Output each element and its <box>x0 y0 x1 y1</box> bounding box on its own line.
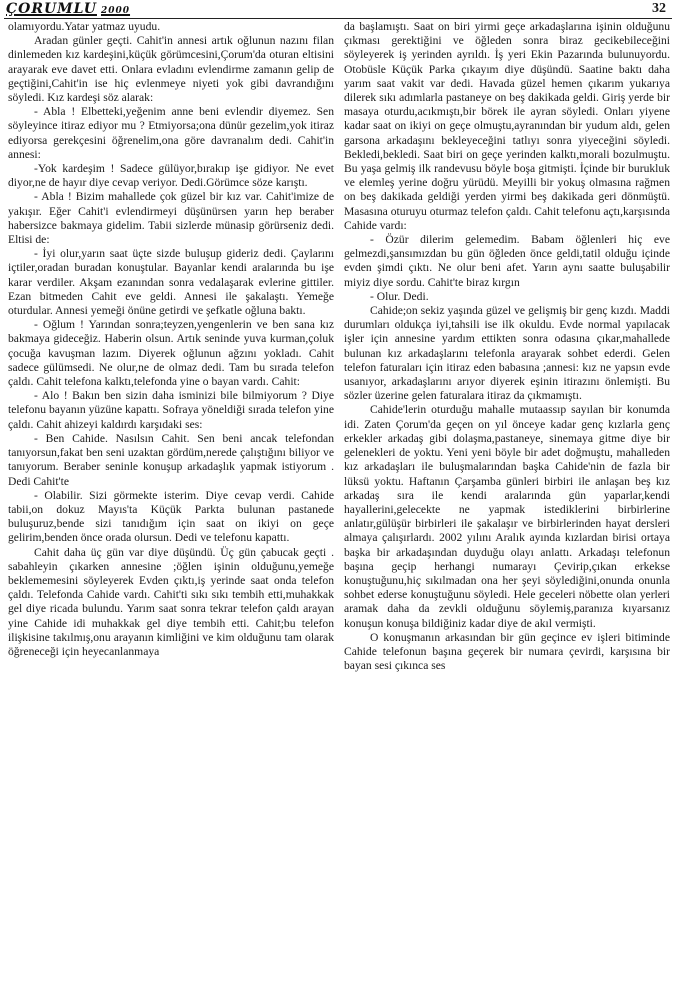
publication-year: 2000 <box>100 6 131 16</box>
paragraph: -Yok kardeşim ! Sadece gülüyor,bırakıp işe gidiyor. Ne evet diyor,ne de hayır diye cevap veriyor. Dedi.Görümce söze karıştı. <box>8 162 334 190</box>
paragraph: - Olur. Dedi. <box>370 289 429 303</box>
paragraph: Cahit daha üç gün var diye düşündü. Üç gün çabucak geçti . sabahleyin çıkarken annesine ;öğlen işinin olduğunu,yemeğe beklememesini söyleyerek Evden çıktı,iş yerinde saat onda telefon çaldı. Telefonda Cahide vardı. Cahit'ti sıkı sıkı tembih etti,muhakkak gel diye ricada bulundu. Yarım saat sonra tekrar telefon çaldı arayan yine Cahide idi muhakkak gel diye tembih etti. Cahit;bu telefon ilişkisine takılmış,onu arayanın kimliğini ve kim olduğunu tam olarak öğreneceği için heyecanlanmaya <box>8 545 334 658</box>
paragraph: Cahide;on sekiz yaşında güzel ve gelişmiş bir genç kızdı. Maddi durumları oldukça iyi,tahsili ise ilk okuldu. Evde normal yapılacak işler için annesine yardım ettikten sonra odasına çıkar,mahallede bulunan kız arkadaşlarını telefonla arayarak sohbet ederdi. Gelen telefon faturaları için itiraz eden babasına ;annesi: kız ne yapsın evde usanıyor, arkadaşlarını arıyor diyerek eşinin itirazını önlemişti. Bu sözler üzerine gelen faturalara itiraz da çıkmamıştı. <box>344 304 670 403</box>
paragraph: Cahide'lerin oturduğu mahalle mutaassıp sayılan bir konumda idi. Zaten Çorum'da geçen on yıl önceye kadar genç kızlarla genç erkekler arkadaş gibi dolaşma,pastaneye, sinemaya gitme diye bir gelenekleri de yoktu. Yeni yeni böyle bir adet doğmuştu, mahalleden kız arkadaşları ile buluşmalarından başka Cahide'nin de fazla bir lüksü yoktu. Haftanın Çarşamba günleri birbiri ile anlaşan beş kız arkadaş sıra ile kendi aralarında gün yaparlar,kendi hayallerini,gelecekte ne yapmak istediklerini birbirlerine anlatır,gülüşür birbirleri ile şakalaşır ve birbirlerinden hayat dersleri almaya çalışırlardı. 2002 yılını Aralık ayında kızlardan birisi ortaya başka bir arkadaşından duyduğu olayı anlattı. Arkadaşı telefonun başına geçip herhangi numarayı Çevirip,çıkan erkekse konuştuğunu,hiç sıkılmadan ona her şeyi söylediğini,onunda onunla sohbet ederse konuştuğunu söyledi. Hele geceleri nöbette olan yerleri aramak daha da zevkli olduğunu söylemiş,paranıza kıyarsanız konuşun konuşa bildiğiniz kadar diye de akıl vermişti. <box>344 403 670 630</box>
page-header <box>0 0 676 20</box>
right-column <box>344 20 670 1000</box>
paragraph: - Abla ! Bizim mahallede çok güzel bir kız var. Cahit'imize de yakışır. Eğer Cahit'i evlendirmeyi düşünürsen yarın hep beraber habersizce bakmaya gidelim. Tabii sizlerde münasip görürseniz dedi. Eltisi de: <box>8 190 334 247</box>
paragraph: - Oğlum ! Yarından sonra;teyzen,yengenlerin ve ben sana kız bakmaya gideceğiz. Haberin olsun. Artık seninde yuva kurman,çoluk çocuğa kavuşman lazım. Diyerek oğlunun ağzını yokladı. Cahit sadece gülümsedi. Ne olur,ne de olmaz dedi. Tam bu sırada telefon çaldı. Cahit telefona kalktı,telefonda yine o bayan vardı. Cahit: <box>8 318 334 389</box>
publication-logo <box>6 1 130 17</box>
paragraph: - İyi olur,yarın saat üçte sizde buluşup gideriz dedi. Çaylarını içtiler,oradan buradan konuştular. Bayanlar kendi aralarında bu işe karar verdiler. Akşam ezanından sonra vedalaşarak evlerine gittiler. Ezan bitmeden Cahit eve geldi. Annesi ile şakalaştı. Yemeğe oturdular. Annesi yemeği önüne getirdi ve şefkatle oğluna baktı. <box>8 247 334 318</box>
publication-name: ÇORUMLU <box>6 1 97 17</box>
paragraph: - Abla ! Elbetteki,yeğenim anne beni evlendir diyemez. Sen söyleyince itiraz ediyor mu ? Etmiyorsa;ona dünür gezelim,yok itiraz ediyorsa gerekçesini öğrenelim,ona göre davranalım dedi. Cahit'in annesi: <box>8 105 334 161</box>
paragraph: - Özür dilerim gelemedim. Babam öğlenleri hiç eve gelmezdi,şansımızdan bu gün öğleden önce geldi,tatil olduğu içinde evden şimdi çıktı. Ne olur beni afet. Yarın aynı saatte buluşabilir miyiz diye sordu. Cahit'te biraz kırgın <box>344 233 670 289</box>
paragraph: - Alo ! Bakın ben sizin daha isminizi bile bilmiyorum ? Diye telefonu bayanın yüzüne kapattı. Sofraya yöneldiği sırada telefon yine çaldı. Cahit ahizeyi kaldırdı karşıdaki ses: <box>8 389 334 431</box>
paragraph: da başlamıştı. Saat on biri yirmi geçe arkadaşlarına işinin olduğunu çıkması gerektiğini ve öğleden sonra biraz gecikebileceğini söyleyerek iş yerinden ayrıldı. İş yeri Ekin Pazarında bulunuyordu. Otobüsle Küçük Parka çıkayım diye düşündü. Saatine baktı daha yarım saat vakit var dedi. Havada güzel hemen çıkarım yukarıya dilerek sıkı adımlarla pastaneye on beş dakikada geldi. Giriş yerde bir masaya oturdu,acıkmıştı,bir börek ile ayran söyledi. Onları yiyene kadar saat on ikiyi on geçe olmuştu,ayranından bir yudum aldı, gelen garsona arkadaşını bekleyeceğini tatlıyı sonra yiyeceğini söyledi. Bekledi,bekledi. Saat biri on geçe yerinden kalktı,morali bozulmuştu. Bu yaşa gelmiş ilk randevusu böyle boşa gitmişti. İçinde bir burukluk ve elemleş yerine doğru yürüdü. Meyilli bir yokuş olmasına rağmen on beş dakikada geldiği yerden yirmi beş dakikada geri dönmüştü. Masasına oturuyu oturmaz telefon çaldı. Cahit telefonu açtı,karşısında Cahide vardı: <box>344 20 670 232</box>
paragraph: O konuşmanın arkasından bir gün geçince ev işleri bitiminde Cahide telefonun başına geçerek bir numara çevirdi, karşısına bir bayan sesi çıkınca ses <box>344 630 670 673</box>
paragraph: - Ben Cahide. Nasılsın Cahit. Sen beni ancak telefondan tanıyorsun,fakat ben seni uzaktan gördüm,nerede çalıştığını biliyor ve tanıyorum. Beraber seninle konuşup arkadaşlık yapmak istiyorum . Dedi Cahit'te <box>8 431 334 488</box>
left-column <box>8 20 334 1000</box>
paragraph: - Olabilir. Sizi görmekte isterim. Diye cevap verdi. Cahide tabii,on dokuz Mayıs'ta Küçük Parkta bulunan pastanede buluşuruz,bende sizi tanıdığım için saat on ikiyi on geçe gelirim,benden önce orada olursun. Dedi ve telefonu kapattı. <box>8 488 334 545</box>
paragraph: olamıyordu.Yatar yatmaz uyudu. <box>8 20 161 33</box>
paragraph: Aradan günler geçti. Cahit'in annesi artık oğlunun nazını filan dinlemeden kız kardeşini,küçük görümcesini,Çorum'da oturan eltisini arayarak eve davet etti. Onlara evladını evlendirme zamanın gelip de geçtiğini,Cahit'in ise hiç evlenmeye niyeti yok gibi davrandığını söyledi. Kız kardeşi söz alarak: <box>8 34 334 105</box>
page-number: 32 <box>652 1 666 16</box>
header-divider <box>4 18 672 19</box>
